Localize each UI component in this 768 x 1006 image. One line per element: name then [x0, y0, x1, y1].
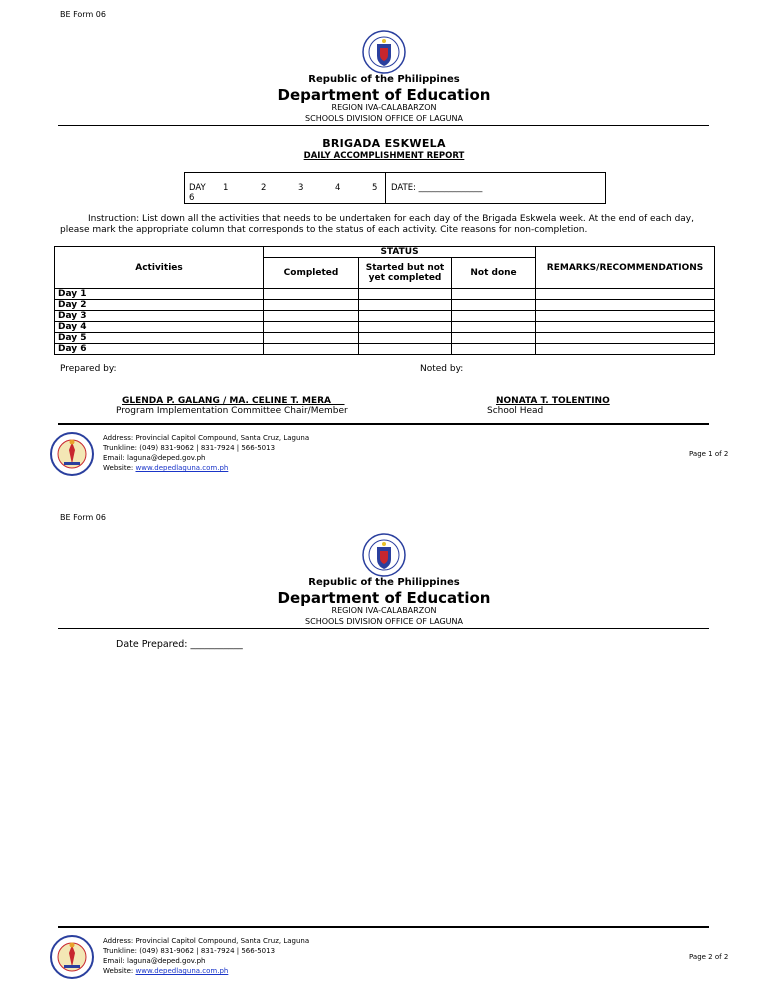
col-completed: Completed	[264, 258, 359, 289]
table-row	[55, 333, 715, 344]
col-not-done: Not done	[452, 258, 536, 289]
form-number: BE Form 06	[60, 513, 106, 522]
cell[interactable]	[536, 300, 715, 311]
date-field[interactable]: DATE: _______________	[391, 183, 483, 193]
cell[interactable]	[452, 289, 536, 300]
department-title: Department of Education	[277, 86, 491, 104]
footer-trunkline: Trunkline: (049) 831-9062 | 831-7924 | 566-5013	[103, 947, 276, 955]
republic-label: Republic of the Philippines	[308, 577, 460, 588]
table-row	[55, 344, 715, 355]
status-table	[54, 246, 715, 355]
cell[interactable]	[359, 333, 452, 344]
day-option-5[interactable]: 5	[372, 183, 378, 193]
table-row	[55, 300, 715, 311]
row-label: Day 2	[55, 300, 264, 311]
division-label: SCHOOLS DIVISION OFFICE OF LAGUNA	[305, 617, 463, 626]
noted-by-label: Noted by:	[420, 364, 464, 374]
header-divider	[58, 125, 709, 126]
cell[interactable]	[536, 344, 715, 355]
cell[interactable]	[452, 333, 536, 344]
cell[interactable]	[264, 344, 359, 355]
cell[interactable]	[359, 289, 452, 300]
footer-contact	[103, 433, 309, 473]
footer-divider	[58, 926, 709, 928]
row-label: Day 4	[55, 322, 264, 333]
region-label: REGION IVA-CALABARZON	[331, 103, 437, 112]
cell[interactable]	[536, 289, 715, 300]
footer-website-link[interactable]: www.depedlaguna.com.ph	[135, 464, 229, 472]
cell[interactable]	[536, 333, 715, 344]
cell[interactable]	[264, 300, 359, 311]
footer-website-link[interactable]: www.depedlaguna.com.ph	[135, 967, 229, 975]
footer-trunkline: Trunkline: (049) 831-9062 | 831-7924 | 566-5013	[103, 444, 276, 452]
cell[interactable]	[452, 300, 536, 311]
table-row	[55, 322, 715, 333]
table-row	[55, 289, 715, 300]
cell[interactable]	[264, 333, 359, 344]
footer-email: Email: laguna@deped.gov.ph	[103, 454, 206, 462]
cell[interactable]	[536, 322, 715, 333]
footer-website-row	[103, 463, 309, 473]
cell[interactable]	[452, 311, 536, 322]
day-option-2[interactable]: 2	[261, 183, 267, 193]
row-label: Day 5	[55, 333, 264, 344]
noted-by-role: School Head	[487, 406, 544, 416]
day-label: DAY	[189, 183, 206, 193]
footer-website-label: Website:	[103, 464, 136, 472]
noted-by-name: NONATA T. TOLENTINO	[496, 396, 610, 406]
laguna-division-seal-icon	[50, 432, 94, 476]
date-prepared-field[interactable]: Date Prepared: ___________	[116, 639, 243, 650]
row-label: Day 1	[55, 289, 264, 300]
division-label: SCHOOLS DIVISION OFFICE OF LAGUNA	[305, 114, 463, 123]
cell[interactable]	[264, 311, 359, 322]
deped-seal-icon	[362, 533, 406, 577]
department-title: Department of Education	[277, 589, 491, 607]
footer-contact	[103, 936, 309, 976]
page-number: Page 2 of 2	[689, 953, 729, 961]
cell[interactable]	[359, 344, 452, 355]
deped-seal-icon	[362, 30, 406, 74]
footer-email: Email: laguna@deped.gov.ph	[103, 957, 206, 965]
footer-website-label: Website:	[103, 967, 136, 975]
prepared-by-label: Prepared by:	[60, 364, 117, 374]
day-option-3[interactable]: 3	[298, 183, 304, 193]
day-option-1[interactable]: 1	[223, 183, 229, 193]
page-number: Page 1 of 2	[689, 450, 729, 458]
day-box-divider	[385, 173, 386, 203]
cell[interactable]	[359, 311, 452, 322]
footer-divider	[58, 423, 709, 425]
report-subtitle: DAILY ACCOMPLISHMENT REPORT	[303, 151, 465, 161]
instruction-text: Instruction: List down all the activities that needs to be undertaken for each day of the Brigada Eskwela week. At the end of each day, please mark the appropriate column that corresponds to the status of each activity. Cite reasons for non-completion.	[60, 214, 694, 235]
report-title: BRIGADA ESKWELA	[322, 137, 446, 150]
header-divider	[58, 628, 709, 629]
col-started: Started but not yet completed	[359, 258, 452, 289]
cell[interactable]	[359, 300, 452, 311]
republic-label: Republic of the Philippines	[308, 74, 460, 85]
day-option-4[interactable]: 4	[335, 183, 341, 193]
day-option-6[interactable]: 6	[189, 193, 195, 203]
prepared-by-name: GLENDA P. GALANG / MA. CELINE T. MERA___	[122, 396, 345, 406]
form-number: BE Form 06	[60, 10, 106, 19]
row-label: Day 3	[55, 311, 264, 322]
row-label: Day 6	[55, 344, 264, 355]
cell[interactable]	[359, 322, 452, 333]
table-row	[55, 311, 715, 322]
region-label: REGION IVA-CALABARZON	[331, 606, 437, 615]
cell[interactable]	[452, 322, 536, 333]
col-status: STATUS	[264, 247, 536, 258]
cell[interactable]	[264, 289, 359, 300]
prepared-by-role: Program Implementation Committee Chair/Member	[116, 406, 348, 416]
col-activities: Activities	[55, 247, 264, 289]
footer-address: Address: Provincial Capitol Compound, Santa Cruz, Laguna	[103, 434, 310, 442]
footer-address: Address: Provincial Capitol Compound, Santa Cruz, Laguna	[103, 937, 310, 945]
cell[interactable]	[536, 311, 715, 322]
day-selector-box	[184, 172, 606, 204]
footer-website-row	[103, 966, 309, 976]
cell[interactable]	[264, 322, 359, 333]
col-remarks: REMARKS/RECOMMENDATIONS	[536, 247, 715, 289]
cell[interactable]	[452, 344, 536, 355]
laguna-division-seal-icon	[50, 935, 94, 979]
